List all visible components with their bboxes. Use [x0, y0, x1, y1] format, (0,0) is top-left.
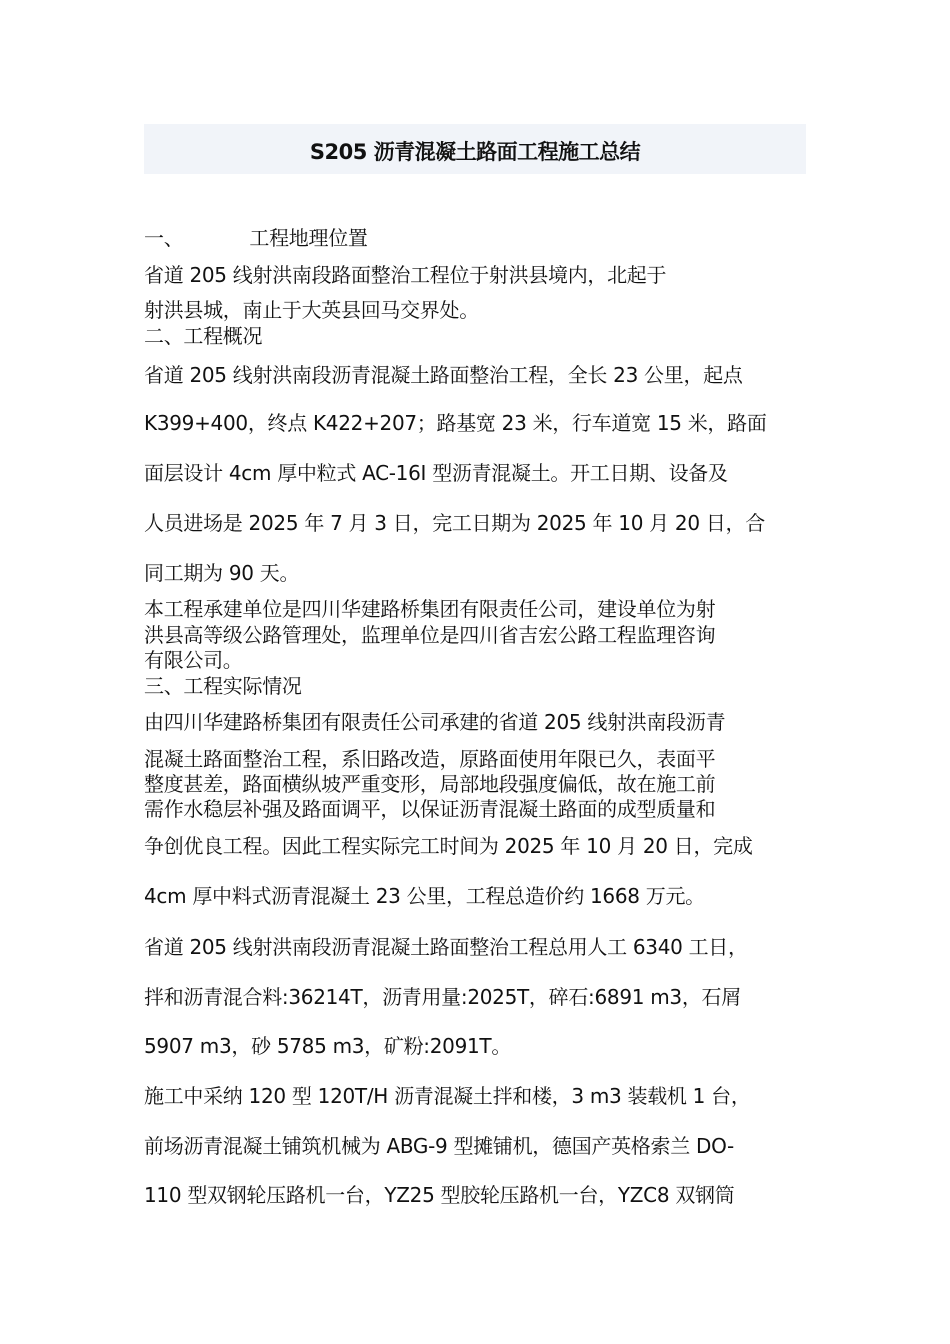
text-line: 省道 205 线射洪南段沥青混凝土路面整治工程总用人工 6340 工日， — [144, 935, 748, 959]
text-line: 本工程承建单位是四川华建路桥集团有限责任公司，建设单位为射 — [144, 597, 716, 621]
text-line: 省道 205 线射洪南段路面整治工程位于射洪县境内，北起于 — [144, 263, 667, 287]
text-line: 洪县高等级公路管理处，监理单位是四川省吉宏公路工程监理咨询 — [144, 623, 716, 647]
title-banner — [144, 124, 806, 174]
section-heading-2: 二、工程概况 — [144, 324, 263, 348]
section-heading-1 — [144, 225, 368, 251]
section-number: 一、 — [144, 226, 184, 250]
text-line: 省道 205 线射洪南段沥青混凝土路面整治工程，全长 23 公里，起点 — [144, 363, 743, 387]
text-line: 4cm 厚中料式沥青混凝土 23 公里，工程总造价约 1668 万元。 — [144, 884, 705, 908]
document-title: S205 沥青混凝土路面工程施工总结 — [309, 140, 641, 164]
text-line: 人员进场是 2025 年 7 月 3 日，完工日期为 2025 年 10 月 20 日，合 — [144, 511, 765, 535]
text-line: 整度甚差，路面横纵坡严重变形，局部地段强度偏低，故在施工前 — [144, 772, 716, 796]
text-line: 争创优良工程。因此工程实际完工时间为 2025 年 10 月 20 日，完成 — [144, 834, 753, 858]
text-line: 需作水稳层补强及路面调平，以保证沥青混凝土路面的成型质量和 — [144, 797, 716, 821]
text-line: 射洪县城，南止于大英县回马交界处。 — [144, 298, 479, 322]
section-title: 工程地理位置 — [249, 226, 368, 250]
text-line: 前场沥青混凝土铺筑机械为 ABG-9 型摊铺机，德国产英格索兰 DO- — [144, 1134, 734, 1158]
text-line: 110 型双钢轮压路机一台，YZ25 型胶轮压路机一台，YZC8 双钢筒 — [144, 1183, 735, 1207]
text-line: 拌和沥青混合料:36214T，沥青用量:2025T，碎石:6891 m3，石屑 — [144, 985, 741, 1009]
text-line: 5907 m3，砂 5785 m3，矿粉:2091T。 — [144, 1034, 512, 1058]
text-line: K399+400，终点 K422+207；路基宽 23 米，行车道宽 15 米，路面 — [144, 411, 767, 435]
text-line: 同工期为 90 天。 — [144, 561, 300, 585]
text-line: 混凝土路面整治工程，系旧路改造，原路面使用年限已久，表面平 — [144, 747, 716, 771]
text-line: 施工中采纳 120 型 120T/H 沥青混凝土拌和楼，3 m3 装载机 1 台， — [144, 1084, 751, 1108]
section-heading-3: 三、工程实际情况 — [144, 674, 302, 698]
text-line: 有限公司。 — [144, 648, 243, 672]
text-line: 由四川华建路桥集团有限责任公司承建的省道 205 线射洪南段沥青 — [144, 710, 726, 734]
text-line: 面层设计 4cm 厚中粒式 AC-16Ⅰ 型沥青混凝土。开工日期、设备及 — [144, 461, 728, 485]
